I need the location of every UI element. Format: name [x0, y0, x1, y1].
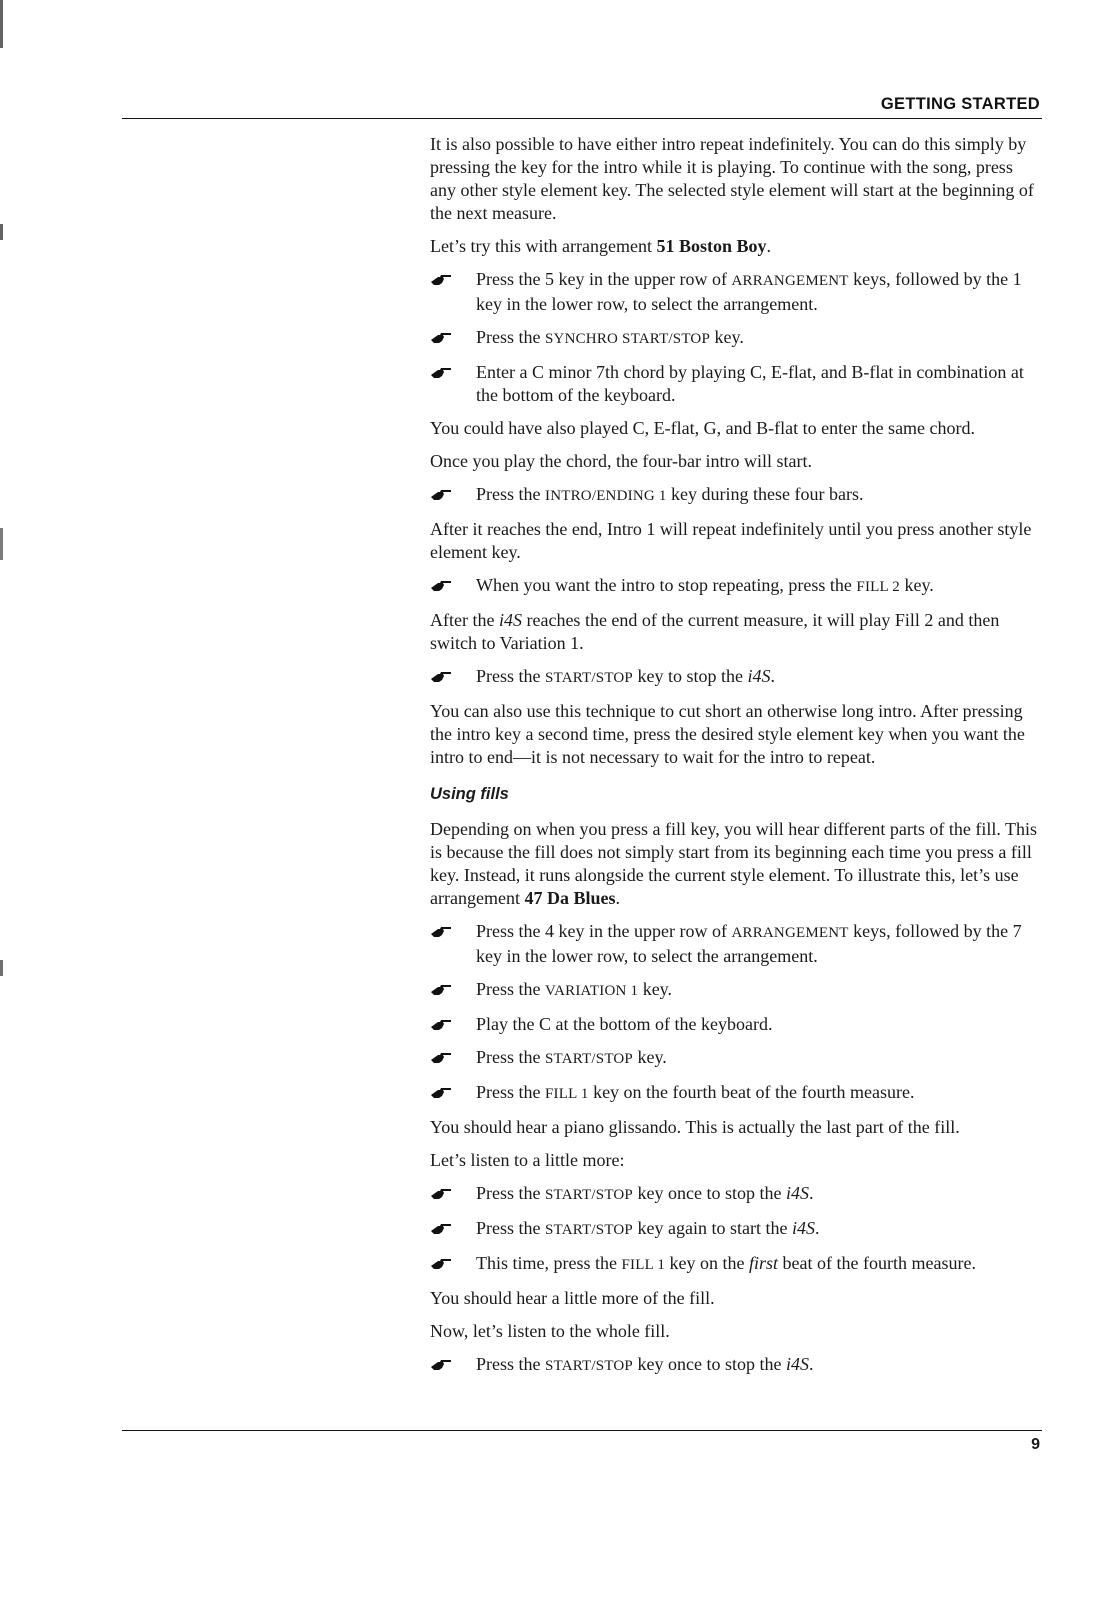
instruction-step: Play the C at the bottom of the keyboard. — [430, 1013, 1042, 1036]
pointing-hand-icon — [430, 268, 476, 287]
instruction-step: Press the VARIATION 1 key. — [430, 978, 1042, 1003]
arrangement-name: 47 Da Blues — [524, 888, 616, 908]
header-rule — [122, 118, 1042, 119]
pointing-hand-icon — [430, 1013, 476, 1032]
paragraph: It is also possible to have either intro repeat indefinitely. You can do this simply by pressing the key for the intro while it is playing. To continue with the song, press any other style element key. The selected style element will start at the beginning of the next measure. — [430, 134, 1034, 223]
instruction-step: Press the START/STOP key once to stop the i4S. — [430, 1353, 1042, 1378]
instruction-step: When you want the intro to stop repeating, press the FILL 2 key. — [430, 574, 1042, 599]
key-label: START/STOP — [545, 670, 633, 686]
pointing-hand-icon — [430, 483, 476, 502]
key-label: START/STOP — [545, 1222, 633, 1238]
pointing-hand-icon — [430, 1081, 476, 1100]
pointing-hand-icon — [430, 920, 476, 939]
pointing-hand-icon — [430, 1217, 476, 1236]
pointing-hand-icon — [430, 1182, 476, 1201]
key-label: VARIATION 1 — [545, 983, 639, 999]
paragraph: You should hear a piano glissando. This is actually the last part of the fill. — [430, 1117, 960, 1137]
instruction-step: Press the 5 key in the upper row of ARRANGEMENT keys, followed by the 1 key in the lower row, to select the arrangement. — [430, 268, 1042, 316]
key-label: INTRO/ENDING 1 — [545, 488, 667, 504]
pointing-hand-icon — [430, 1252, 476, 1271]
instruction-step: Press the 4 key in the upper row of ARRANGEMENT keys, followed by the 7 key in the lower row, to select the arrangement. — [430, 920, 1042, 968]
instruction-step: Press the START/STOP key once to stop the i4S. — [430, 1182, 1042, 1207]
instruction-step: Press the START/STOP key to stop the i4S. — [430, 665, 1042, 690]
subheading: Using fills — [430, 785, 509, 803]
paragraph: Let’s listen to a little more: — [430, 1150, 625, 1170]
paragraph: You should hear a little more of the fill. — [430, 1288, 715, 1308]
instruction-step: This time, press the FILL 1 key on the first beat of the fourth measure. — [430, 1252, 1042, 1277]
section-title: GETTING STARTED — [880, 95, 1040, 113]
key-label: ARRANGEMENT — [731, 273, 849, 289]
instruction-step: Press the INTRO/ENDING 1 key during these four bars. — [430, 483, 1042, 508]
pointing-hand-icon — [430, 326, 476, 345]
pointing-hand-icon — [430, 978, 476, 997]
key-label: FILL 1 — [545, 1086, 589, 1102]
key-label: START/STOP — [545, 1051, 633, 1067]
arrangement-name: 51 Boston Boy — [656, 236, 767, 256]
pointing-hand-icon — [430, 1353, 476, 1372]
product-name: i4S — [785, 1183, 809, 1203]
key-label: ARRANGEMENT — [731, 925, 849, 941]
page-footer — [122, 1430, 1042, 1454]
product-name: i4S — [791, 1218, 815, 1238]
pointing-hand-icon — [430, 1046, 476, 1065]
paragraph: After the i4S reaches the end of the current measure, it will play Fill 2 and then switch to Variation 1. — [430, 610, 1000, 653]
page-number: 9 — [1031, 1436, 1040, 1453]
paragraph: Now, let’s listen to the whole fill. — [430, 1321, 670, 1341]
instruction-step: Press the START/STOP key. — [430, 1046, 1042, 1071]
key-label: START/STOP — [545, 1358, 633, 1374]
instruction-step: Enter a C minor 7th chord by playing C, E-flat, and B-flat in combination at the bottom of the keyboard. — [430, 361, 1042, 407]
scan-edge — [0, 0, 3, 1600]
paragraph: After it reaches the end, Intro 1 will repeat indefinitely until you press another style element key. — [430, 519, 1032, 562]
paragraph: Depending on when you press a fill key, you will hear different parts of the fill. This is because the fill does not simply start from its beginning each time you press a fill key. Instead, it runs alongside the current style element. To illustrate this, let’s use arrangement 47 Da Blues. — [430, 819, 1038, 908]
instruction-step: Press the SYNCHRO START/STOP key. — [430, 326, 1042, 351]
paragraph: You could have also played C, E-flat, G, and B-flat to enter the same chord. — [430, 418, 976, 438]
product-name: i4S — [785, 1354, 809, 1374]
paragraph: Once you play the chord, the four-bar intro will start. — [430, 451, 813, 471]
page-header — [122, 94, 1042, 119]
product-name: i4S — [498, 610, 522, 630]
key-label: SYNCHRO START/STOP — [545, 331, 711, 347]
key-label: FILL 2 — [856, 579, 900, 595]
paragraph: Let’s try this with arrangement 51 Boston Boy. — [430, 236, 771, 256]
emphasis: first — [749, 1253, 779, 1273]
instruction-step: Press the START/STOP key again to start the i4S. — [430, 1217, 1042, 1242]
pointing-hand-icon — [430, 361, 476, 380]
product-name: i4S — [747, 666, 771, 686]
paragraph: You can also use this technique to cut short an otherwise long intro. After pressing the intro key a second time, press the desired style element key when you want the intro to end—it is not necessary to wait for the intro to repeat. — [430, 701, 1025, 767]
pointing-hand-icon — [430, 574, 476, 593]
page-body — [430, 133, 1042, 1388]
footer-rule — [122, 1430, 1042, 1431]
key-label: FILL 1 — [621, 1257, 666, 1273]
key-label: START/STOP — [545, 1187, 633, 1203]
instruction-step: Press the FILL 1 key on the fourth beat of the fourth measure. — [430, 1081, 1042, 1106]
pointing-hand-icon — [430, 665, 476, 684]
